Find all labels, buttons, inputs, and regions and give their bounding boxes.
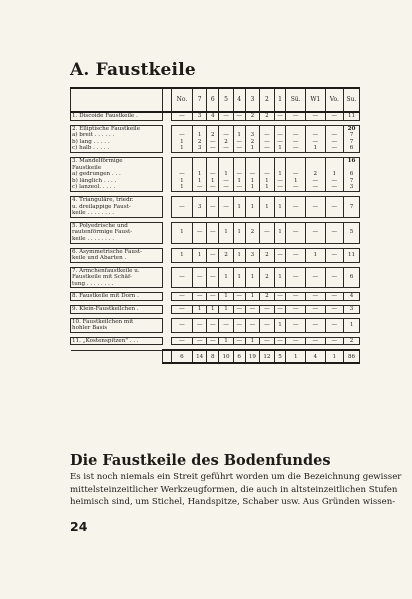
value-cell: 11 <box>344 112 360 120</box>
value-cell: 1 <box>245 293 260 301</box>
value-cell: 1 <box>233 222 245 243</box>
value-cell: — <box>260 222 275 243</box>
value-cell: — <box>172 112 193 120</box>
total-cell: 1 <box>325 350 343 363</box>
column-header: 4 <box>233 88 245 112</box>
value-cell: — <box>286 222 306 243</box>
value-cell: — <box>172 293 193 301</box>
value-cell: — <box>305 293 325 301</box>
value-cell: 2 <box>260 267 275 288</box>
value-cell: 16 6 7 3 <box>344 157 360 191</box>
value-cell: 1 <box>260 196 275 217</box>
page-number: 24 <box>70 519 88 534</box>
value-cell: 11 <box>344 248 360 262</box>
value-cell: 1 <box>274 222 286 243</box>
column-header: Vo. <box>325 88 343 112</box>
value-cell: — <box>172 306 193 314</box>
value-cell: — <box>245 318 260 332</box>
row-label: 7. Armchenfaustkeile u. Faustkeile mit Schäf- tung . . . . . . . . <box>71 267 163 288</box>
table-row <box>71 267 360 288</box>
value-cell: 1 2 3 <box>192 125 207 152</box>
value-cell: — <box>260 337 275 345</box>
row-label: 4. Trianguläre, triedr. u. dreilappige Faust- keile . . . . . . . . <box>71 196 163 217</box>
value-cell: 1 <box>219 306 234 314</box>
value-cell: 2 <box>260 112 275 120</box>
row-label: 11. „Kostenspitzen" . . . <box>71 337 163 345</box>
value-cell: — — — <box>286 125 306 152</box>
value-cell: — 2 — <box>219 125 234 152</box>
column-header: No. <box>172 88 193 112</box>
value-cell: — — 1 <box>274 125 286 152</box>
value-cell: 1 <box>219 293 234 301</box>
value-cell: 1 <box>274 267 286 288</box>
row-label: 8. Faustkeile mit Dorn . <box>71 293 163 301</box>
value-cell: — <box>219 196 234 217</box>
value-cell: — <box>325 337 343 345</box>
paragraph-line: heimisch sind, um Stichel, Handspitze, Schaber usw. Aus Gründen wissen- <box>70 497 396 507</box>
value-cell: 1 — — <box>233 125 245 152</box>
total-cell: 8 <box>207 350 219 363</box>
value-cell: 6 <box>344 267 360 288</box>
value-cell: 1 <box>274 196 286 217</box>
body-paragraph <box>70 471 402 509</box>
column-header: 2 <box>260 88 275 112</box>
row-label: 6. Asymmetrische Faust- keile und Abarten . <box>71 248 163 262</box>
value-cell: 1 <box>172 222 193 243</box>
table-row <box>71 337 360 345</box>
value-cell: — <box>207 196 219 217</box>
value-cell: 2 <box>260 293 275 301</box>
total-cell: 10 <box>219 350 234 363</box>
value-cell: 1 <box>219 267 234 288</box>
value-cell: — <box>260 318 275 332</box>
value-cell: 2 <box>219 248 234 262</box>
value-cell: — <box>305 318 325 332</box>
total-cell: 1 <box>286 350 306 363</box>
table-row <box>71 222 360 243</box>
value-cell: — <box>305 112 325 120</box>
value-cell: 3 <box>344 306 360 314</box>
value-cell: 1 <box>207 306 219 314</box>
totals-row <box>71 350 360 363</box>
table-row <box>71 125 360 152</box>
faustkeile-table <box>70 87 360 364</box>
total-cell: 14 <box>192 350 207 363</box>
value-cell: — <box>219 318 234 332</box>
value-cell: 3 <box>245 248 260 262</box>
column-header: Sü. <box>286 88 306 112</box>
total-cell: 6 <box>233 350 245 363</box>
value-cell: 20 7 7 6 <box>344 125 360 152</box>
table-row <box>71 196 360 217</box>
row-label: 2. Elliptische Faustkeile a) breit . . . . . . b) lang . . . . . c) halb . . . . . <box>71 125 163 152</box>
value-cell: 1 <box>274 318 286 332</box>
value-cell: — <box>286 293 306 301</box>
value-cell: — <box>325 196 343 217</box>
value-cell: 1 <box>192 248 207 262</box>
value-cell: — <box>286 337 306 345</box>
value-cell: — <box>286 267 306 288</box>
row-label: 5. Polyedrische und rautenförmige Faust- keile . . . . . . . . <box>71 222 163 243</box>
value-cell: — — — <box>260 125 275 152</box>
value-cell: — <box>305 306 325 314</box>
value-cell: — <box>207 337 219 345</box>
value-cell: — <box>207 293 219 301</box>
total-cell: 6 <box>172 350 193 363</box>
value-cell: 1 <box>219 222 234 243</box>
value-cell: 3 <box>192 196 207 217</box>
table-header-row <box>71 88 360 112</box>
value-cell: — <box>286 196 306 217</box>
value-cell: 4 <box>344 293 360 301</box>
value-cell: — <box>219 112 234 120</box>
value-cell: — <box>245 306 260 314</box>
value-cell: — <box>274 248 286 262</box>
value-cell: — <box>274 112 286 120</box>
value-cell: — <box>286 112 306 120</box>
row-label: 3. Mandelförmige Faustkeile a) gedrungen . . . b) länglich . . . . c) lanzeol. . . . . <box>71 157 163 191</box>
table-row <box>71 112 360 120</box>
value-cell: — <box>207 222 219 243</box>
header-label-cell <box>71 88 163 112</box>
value-cell: 4 <box>207 112 219 120</box>
value-cell: — <box>192 267 207 288</box>
value-cell: — <box>192 293 207 301</box>
value-cell: — <box>274 306 286 314</box>
value-cell: — 1 1 <box>172 157 193 191</box>
total-cell: 86 <box>344 350 360 363</box>
value-cell: — <box>172 318 193 332</box>
value-cell: — <box>325 318 343 332</box>
value-cell: 2 <box>245 222 260 243</box>
column-header: 3 <box>245 88 260 112</box>
value-cell: — <box>286 318 306 332</box>
column-header: 7 <box>192 88 207 112</box>
table-row <box>71 248 360 262</box>
value-cell: — <box>233 293 245 301</box>
value-cell: — <box>305 196 325 217</box>
table-row <box>71 157 360 191</box>
value-cell: — <box>192 222 207 243</box>
column-header: Su. <box>344 88 360 112</box>
column-header: 5 <box>219 88 234 112</box>
value-cell: 1 <box>233 267 245 288</box>
value-cell: — <box>192 337 207 345</box>
value-cell: — <box>286 306 306 314</box>
value-cell: — 1 — <box>207 157 219 191</box>
table-row <box>71 306 360 314</box>
value-cell: — <box>207 267 219 288</box>
table-row <box>71 293 360 301</box>
value-cell: — <box>325 248 343 262</box>
total-cell: 19 <box>245 350 260 363</box>
value-cell: 3 <box>192 112 207 120</box>
value-cell: 2 <box>245 112 260 120</box>
total-cell: 12 <box>260 350 275 363</box>
value-cell: — <box>325 222 343 243</box>
value-cell: — <box>325 306 343 314</box>
value-cell: 1 <box>245 337 260 345</box>
value-cell: 5 <box>344 222 360 243</box>
value-cell: — — — <box>325 125 343 152</box>
value-cell: — <box>325 112 343 120</box>
value-cell: 1 — — <box>274 157 286 191</box>
paragraph-line: Es ist noch niemals ein Streit geführt worden um die Bezeichnung gewisser <box>70 472 402 482</box>
value-cell: 1 <box>305 248 325 262</box>
value-cell: 1 <box>192 306 207 314</box>
value-cell: 2 <box>344 337 360 345</box>
value-cell: — 1 — <box>286 157 306 191</box>
row-label: 10. Faustkeilchen mit hohler Basis <box>71 318 163 332</box>
value-cell: — — 1 <box>305 125 325 152</box>
row-label: 1. Discoide Faustkeile . <box>71 112 163 120</box>
value-cell: — <box>207 318 219 332</box>
value-cell: 2 — — <box>207 125 219 152</box>
value-cell: — <box>325 267 343 288</box>
value-cell: — <box>207 248 219 262</box>
value-cell: — <box>233 306 245 314</box>
value-cell: 1 — — <box>325 157 343 191</box>
value-cell: — <box>305 337 325 345</box>
value-cell: 3 2 1 <box>245 125 260 152</box>
row-label: 9. Klein-Faustkeilchen . <box>71 306 163 314</box>
value-cell: — 1 1 <box>260 157 275 191</box>
value-cell: 1 1 — <box>192 157 207 191</box>
value-cell: — 1 — <box>233 157 245 191</box>
table-row <box>71 318 360 332</box>
value-cell: — <box>172 267 193 288</box>
value-cell: — 1 1 <box>245 157 260 191</box>
column-header: 1 <box>274 88 286 112</box>
header-gap-cell <box>163 88 172 112</box>
value-cell: 1 <box>344 318 360 332</box>
value-cell: — 1 1 <box>172 125 193 152</box>
value-cell: 2 <box>260 248 275 262</box>
value-cell: — <box>192 318 207 332</box>
value-cell: — <box>274 337 286 345</box>
value-cell: 7 <box>344 196 360 217</box>
paragraph-line: mittelsteinzeitlicher Werkzeugformen, die auch in altsteinzeitlichen Stufen <box>70 484 398 495</box>
value-cell: — <box>274 293 286 301</box>
value-cell: 1 <box>233 248 245 262</box>
value-cell: 1 <box>219 337 234 345</box>
value-cell: — <box>305 267 325 288</box>
value-cell: — <box>172 337 193 345</box>
value-cell: — <box>305 222 325 243</box>
value-cell: — <box>260 306 275 314</box>
value-cell: — <box>286 248 306 262</box>
value-cell: — <box>233 337 245 345</box>
value-cell: — <box>172 196 193 217</box>
value-cell: 1 <box>172 248 193 262</box>
total-cell: 5 <box>274 350 286 363</box>
value-cell: 1 <box>233 196 245 217</box>
column-header: 6 <box>207 88 219 112</box>
value-cell: — <box>325 293 343 301</box>
value-cell: 2 — — <box>305 157 325 191</box>
column-header: W1 <box>305 88 325 112</box>
value-cell: 1 — — <box>219 157 234 191</box>
value-cell: 1 <box>245 196 260 217</box>
section-heading: A. Faustkeile <box>70 60 196 80</box>
subheading: Die Faustkeile des Bodenfundes <box>70 452 331 469</box>
value-cell: — <box>233 318 245 332</box>
total-cell: 4 <box>305 350 325 363</box>
value-cell: 1 <box>245 267 260 288</box>
value-cell: — <box>233 112 245 120</box>
